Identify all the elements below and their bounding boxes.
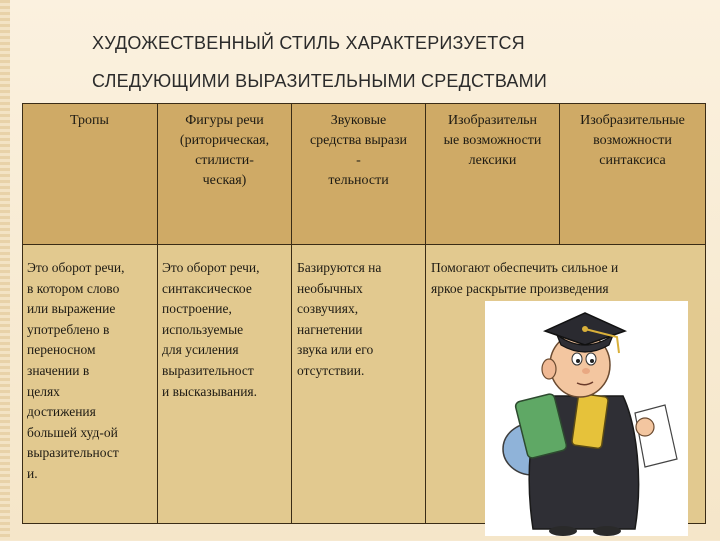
- header-line: тельности: [328, 173, 389, 188]
- header-line: лексики: [468, 153, 517, 168]
- cell-line: звука или его: [297, 342, 374, 358]
- pupil-left: [576, 359, 580, 363]
- header-line: Звуковые: [330, 113, 387, 128]
- cell-line: выразительност: [27, 445, 119, 461]
- table-border-left: [22, 103, 23, 524]
- cell-line: достижения: [27, 404, 96, 420]
- header-line: Фигуры речи: [185, 113, 264, 128]
- cell-line: и.: [27, 465, 38, 481]
- cell-line: нагнетении: [297, 321, 363, 337]
- header-line: ческая): [202, 173, 247, 188]
- table-border-top: [22, 103, 706, 104]
- header-sound-means: [292, 111, 425, 191]
- title-line-2: СЛЕДУЮЩИМИ ВЫРАЗИТЕЛЬНЫМИ СРЕДСТВАМИ: [92, 71, 547, 91]
- yellow-book: [572, 393, 609, 449]
- cell-line: большей худ-ой: [27, 424, 118, 440]
- header-line: возможности: [593, 133, 672, 148]
- header-line: средства вырази: [309, 133, 408, 148]
- header-line: Изобразительные: [580, 113, 685, 128]
- cell-line: необычных: [297, 280, 363, 296]
- graduate-boy-drawing: [485, 301, 688, 536]
- header-syntax-means: [560, 111, 705, 171]
- shoe-right: [593, 526, 621, 536]
- header-line: -: [356, 153, 361, 168]
- cell-tropes: [27, 258, 157, 485]
- eye-left: [572, 353, 582, 365]
- header-line: (риторическая,: [179, 133, 270, 148]
- ear-shape: [542, 359, 556, 379]
- cell-line: Базируются на: [297, 260, 382, 275]
- cell-line: переносном: [27, 342, 96, 358]
- shoe-left: [549, 526, 577, 536]
- nose-shape: [582, 368, 590, 374]
- header-line: стилисти-: [195, 153, 254, 168]
- cell-line: целях: [27, 383, 60, 399]
- header-figures: [158, 111, 291, 191]
- cell-line: Это оборот речи,: [162, 260, 260, 275]
- cell-line: выразительност: [162, 362, 254, 378]
- cell-line: используемые: [162, 321, 244, 337]
- cell-line: созвучиях,: [297, 301, 359, 317]
- header-line: Изобразительн: [447, 113, 538, 128]
- cell-line: Помогают обеспечить сильное и: [431, 260, 619, 275]
- header-line: ые возможности: [443, 133, 542, 148]
- header-line: синтаксиса: [599, 153, 666, 168]
- cell-line: отсутствии.: [297, 362, 365, 378]
- cell-sound-means: [297, 258, 425, 382]
- cell-figures: [162, 258, 291, 402]
- cell-line: употреблено в: [27, 321, 110, 337]
- cell-line: и высказывания.: [162, 383, 258, 399]
- decorative-edge: [0, 0, 10, 540]
- papers-shape: [635, 405, 677, 467]
- cell-line: синтаксическое: [162, 280, 252, 296]
- cell-line: для усиления: [162, 342, 239, 358]
- cell-line: построение,: [162, 301, 232, 317]
- cell-line: или выражение: [27, 301, 116, 317]
- cell-lexical-syntax-means: [431, 258, 703, 299]
- cell-line: значении в: [27, 362, 90, 378]
- title-line-1: ХУДОЖЕСТВЕННЫЙ СТИЛЬ ХАРАКТЕРИЗУЕТСЯ: [92, 33, 525, 53]
- table-row-divider: [22, 244, 706, 245]
- cell-line: Это оборот речи,: [27, 260, 125, 275]
- cell-line: в котором слово: [27, 280, 120, 296]
- cell-line: яркое раскрытие произведения: [431, 280, 609, 296]
- pupil-right: [590, 359, 594, 363]
- hand-shape: [636, 418, 654, 436]
- eye-right: [586, 353, 596, 365]
- header-tropes: [22, 111, 157, 131]
- header-line: Тропы: [70, 113, 109, 128]
- student-illustration: [485, 301, 688, 536]
- slide-title: [92, 24, 692, 100]
- header-lexical-means: [426, 111, 559, 171]
- table-border-right: [705, 103, 706, 524]
